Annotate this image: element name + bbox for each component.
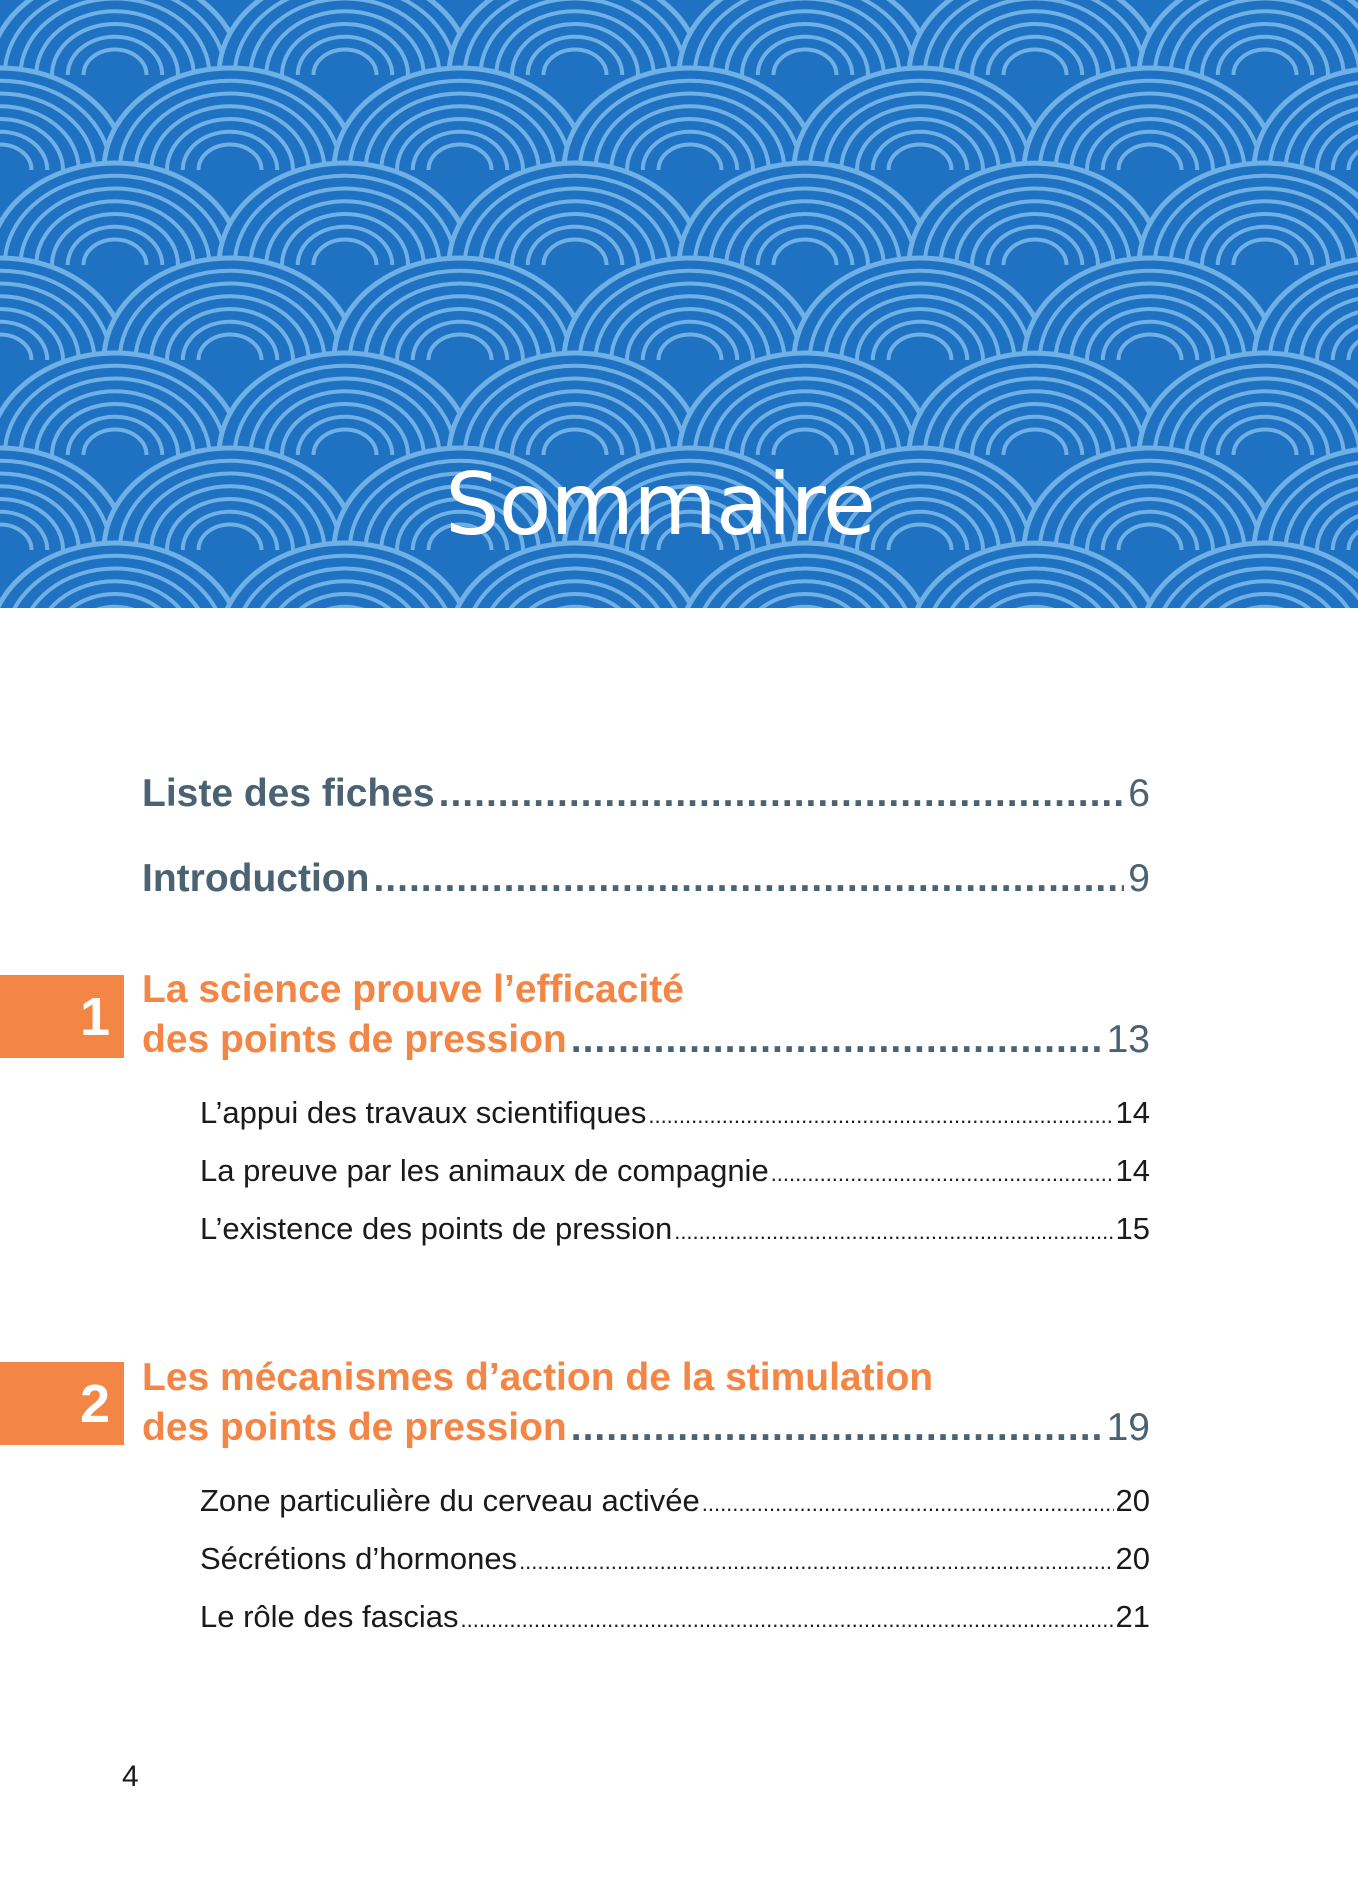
toc-subentry-page: 20 bbox=[1115, 1483, 1150, 1518]
toc-subentry-label: Zone particulière du cerveau activée bbox=[200, 1483, 700, 1518]
toc-subentry[interactable] bbox=[200, 1599, 1150, 1635]
chapter-number-badge: 1 bbox=[0, 975, 124, 1058]
toc-subentry-label: La preuve par les animaux de compagnie bbox=[200, 1153, 769, 1188]
toc-entry-label: Liste des fiches bbox=[142, 772, 435, 815]
toc-subentry[interactable] bbox=[200, 1541, 1150, 1577]
toc-entry-liste-des-fiches[interactable] bbox=[142, 772, 1150, 816]
dot-leader bbox=[373, 857, 1124, 901]
toc-subentry-page: 20 bbox=[1115, 1541, 1150, 1576]
dot-leader bbox=[674, 1219, 1113, 1245]
dot-leader bbox=[439, 772, 1125, 816]
chapter-title-continued: des points de pression bbox=[142, 1018, 567, 1061]
dot-leader bbox=[460, 1607, 1113, 1633]
toc-subentry[interactable] bbox=[200, 1483, 1150, 1519]
toc-subentry-label: L’existence des points de pression bbox=[200, 1211, 673, 1246]
toc-entry-chapter-2[interactable] bbox=[142, 1406, 1150, 1450]
header-banner bbox=[0, 0, 1358, 608]
chapter-title[interactable]: La science prouve l’efficacité bbox=[142, 968, 684, 1011]
dot-leader bbox=[571, 1406, 1103, 1450]
toc-entry-label: Introduction bbox=[142, 857, 370, 900]
toc-subentry-page: 14 bbox=[1115, 1153, 1150, 1188]
toc-entry-page: 19 bbox=[1106, 1406, 1150, 1449]
toc-subentry[interactable] bbox=[200, 1211, 1150, 1247]
dot-leader bbox=[648, 1103, 1113, 1129]
toc-subentry[interactable] bbox=[200, 1095, 1150, 1131]
toc-entry-page: 6 bbox=[1128, 772, 1150, 815]
toc-entry-page: 13 bbox=[1106, 1018, 1150, 1061]
chapter-title-continued: des points de pression bbox=[142, 1406, 567, 1449]
dot-leader bbox=[571, 1018, 1103, 1062]
page-title: Sommaire bbox=[445, 455, 875, 555]
toc-subentry-label: L’appui des travaux scientifiques bbox=[200, 1095, 647, 1130]
dot-leader bbox=[519, 1549, 1113, 1575]
toc-subentry-page: 21 bbox=[1115, 1599, 1150, 1634]
toc-subentry-page: 14 bbox=[1115, 1095, 1150, 1130]
toc-subentry-page: 15 bbox=[1115, 1211, 1150, 1246]
chapter-number-badge: 2 bbox=[0, 1362, 124, 1445]
dot-leader bbox=[702, 1491, 1114, 1517]
dot-leader bbox=[771, 1161, 1114, 1187]
toc-subentry-label: Sécrétions d’hormones bbox=[200, 1541, 518, 1576]
chapter-title[interactable]: Les mécanismes d’action de la stimulation bbox=[142, 1356, 934, 1399]
toc-entry-introduction[interactable] bbox=[142, 857, 1150, 901]
toc-subentry-label: Le rôle des fascias bbox=[200, 1599, 459, 1634]
page-number: 4 bbox=[122, 1760, 139, 1793]
toc-subentry[interactable] bbox=[200, 1153, 1150, 1189]
toc-entry-chapter-1[interactable] bbox=[142, 1018, 1150, 1062]
toc-entry-page: 9 bbox=[1128, 857, 1150, 900]
